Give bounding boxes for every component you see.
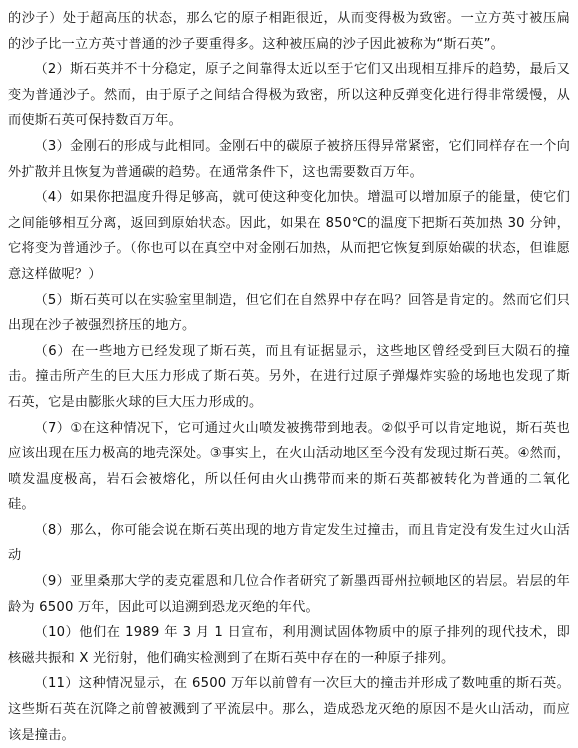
- paragraph-continuation: 的沙子）处于超高压的状态，那么它的原子相距很近，从而变得极为致密。一立方英寸被压扁的沙子比一立方英寸普通的沙子要重得多。这种被压扁的沙子因此被称为“斯石英”。: [8, 11, 570, 52]
- paragraph-5: （5）斯石英可以在实验室里制造，但它们在自然界中存在吗？回答是肯定的。然而它们只出现在沙子被强烈挤压的地方。: [8, 292, 570, 334]
- paragraph-7: （7）①在这种情况下，它可通过火山喷发被携带到地表。②似乎可以肯定地说，斯石英也应该出现在压力极高的地壳深处。③事实上，在火山活动地区至今没有发现过斯石英。④然而，喷发温度极高，岩石会被熔化，所以任何由火山携带而来的斯石英都被转化为普通的二氧化硅。: [8, 420, 570, 513]
- paragraph-6: （6）在一些地方已经发现了斯石英，而且有证据显示，这些地区曾经受到巨大陨石的撞击。撞击所产生的巨大压力形成了斯石英。另外，在进行过原子弹爆炸实验的场地也发现了斯石英，它是由膨胀火球的巨大压力形成的。: [8, 343, 570, 410]
- paragraph-4: （4）如果你把温度升得足够高，就可使这种变化加快。增温可以增加原子的能量，使它们之间能够相互分离，返回到原始状态。因此，如果在 850℃的温度下把斯石英加热 30 分钟，它将变为普通沙子。（你也可以在真空中对金刚石加热，从而把它恢复到原始碳的状态，但谁愿意这样做呢？）: [8, 190, 570, 282]
- paragraph-8: （8）那么，你可能会说在斯石英出现的地方肯定发生过撞击，而且肯定没有发生过火山活动: [8, 522, 570, 564]
- paragraph-10: （10）他们在 1989 年 3 月 1 日宣布，利用测试固体物质中的原子排列的现代技术，即核磁共振和 X 光衍射，他们确实检测到了在斯石英中存在的一种原子排列。: [8, 625, 570, 666]
- paragraph-9: （9）亚里桑那大学的麦克霍恩和几位合作者研究了新墨西哥州拉顿地区的岩层。岩层的年龄为 6500 万年，因此可以追溯到恐龙灭绝的年代。: [8, 574, 570, 615]
- paragraph-2: （2）斯石英并不十分稳定，原子之间靠得太近以至于它们又出现相互排斥的趋势，最后又变为普通沙子。然而，由于原子之间结合得极为致密，所以这种反弹变化进行得非常缓慢，从而使斯石英可保持数百万年。: [8, 62, 570, 129]
- paragraph-11: （11）这种情况显示，在 6500 万年以前曾有一次巨大的撞击并形成了数吨重的斯石英。这些斯石英在沉降之前曾被溅到了平流层中。那么，造成恐龙灭绝的原因不是火山活动，而应该是撞击。: [8, 676, 570, 743]
- paragraph-3: （3）金刚石的形成与此相同。金刚石中的碳原子被挤压得异常紧密，它们同样存在一个向外扩散并且恢复为普通碳的趋势。在通常条件下，这也需要数百万年。: [8, 138, 570, 180]
